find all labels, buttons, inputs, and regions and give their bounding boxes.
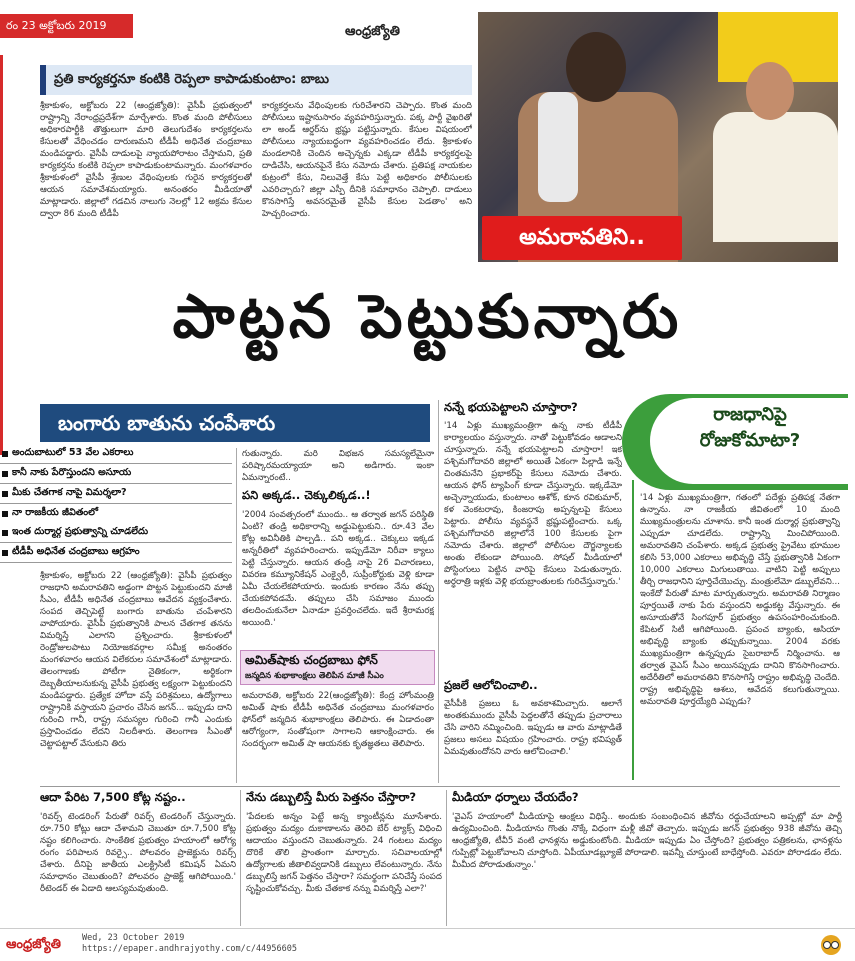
article-col-b <box>242 448 434 648</box>
col-c2-body: వైసీపీకి ప్రజలు ఓ అవకాశమిచ్చారు. ఆలాగే అంతకుముందు వైసీపీ పెద్దలతోనే తప్పుడు ప్రచారాలు చేసి వారిని నమ్మించింది. ఇప్పుడు ఆ వారు మాట్లాడితే ప్రజలు అసలు విషయం గ్రహించారు. రాష్ట్ర భవిష్యత్ ఏమవుతుందోనని వారు ఆలోచించాలి.' <box>444 699 622 757</box>
photo-arm-sling <box>538 92 578 202</box>
top-story-col1: శ్రీకాకుళం, అక్టోబరు 22 (ఆంధ్రజ్యోతి): వైసీపీ ప్రభుత్వంలో రాష్ట్రాన్ని నేరాంధ్రప్రదేశ్‌గా మార్చేశారు. కొంత మంది పోలీసులు అధికారపార్టీకి తొత్తులుగా మారి తెలుగుదేశం కార్యకర్తలను కేసులతో వేధించడం దారుణమని టీడీపీ అధినేత చంద్రబాబు మండిపడ్డారు. వైసీపీ దాడులపై న్యాయపోరాటం చేస్తామని, ప్రతి కార్యకర్తను కంటికి రెప్పలా కాపాడుకుంటామన్నారు. మంగళవారం శ్రీకాకుళంలో వైసీపీ శ్రేణుల వేధింపులకు గురైన కార్యకర్తలతో ఆయన సమావేశమయ్యారు. అనంతరం మీడియాతో మాట్లాడారు. జిల్లాలో గడచిన నాలుగు నెలల్లో 12 అక్రమ కేసుల ద్వారా 86 మంది టీడీపీ <box>40 101 252 219</box>
issue-date: రం 23 అక్టోబరు 2019 <box>0 14 133 38</box>
footer-url[interactable]: https://epaper.andhrajyothy.com/c/44956605 <box>82 944 297 954</box>
column-divider <box>236 448 237 783</box>
top-story-subheadline: ప్రతి కార్యకర్తనూ కంటికి రెప్పలా కాపాడుకుంటాం: బాబు <box>40 65 472 95</box>
photo-person-head <box>566 32 626 102</box>
bottom-rule <box>40 786 840 787</box>
bottom-col-2-heading: నేను డబ్బులిస్తే మీరు పెత్తనం చేస్తారా? <box>246 790 417 804</box>
pink-box <box>240 650 435 685</box>
photo-caption-badge: అమరావతిని.. <box>482 216 682 260</box>
owl-icon[interactable] <box>821 935 841 955</box>
bullet-item <box>0 504 232 523</box>
bullet-item: అందుబాటులో 53 వేల ఎకరాలు <box>0 444 232 464</box>
bottom-col-1-heading: ఆదా పేరిట 7,500 కోట్ల నష్టం.. <box>40 790 186 804</box>
col-b-body: '2004 సంవత్సరంలో ముందు.. ఆ తర్వాత జగన్ పరిస్థితి ఏంటి? తండ్రి అధికారాన్ని అడ్డుపెట్టుకుని.. రూ.43 వేల కోట్ల అవినీతికి పాల్పడి.. పని అక్కడ.. చెక్కులు ఇక్కడ అన్నరీతిలో వ్యవహరించారు. ఇప్పుడేమో నిరీవా క్యాలు పెట్టి చేస్తున్నారు. ఆయన తండ్రి నాపై 26 విచారణలు, వివరణ కమ్యూనికేషన్ ఎంక్వైరీ, సుప్రీంకోర్టుకు వెళ్లి కూడా ఏమీ చేయలేకపోయారు. ఇందుకు కారణం నేను తప్పు చేయకపోవడమే. తప్పులు చేసి సమాజం ముందు తలదించుకునేలా ఏనాడూ ప్రవర్తించలేదు. ఇదే శ్రీరామరక్ష అయింది.' <box>242 510 434 628</box>
col-c-body: '14 ఏళ్లు ముఖ్యమంత్రిగా ఉన్న నాకు టీడీపీ కార్యాలయం వస్తున్నారు. నాతో పెట్టుకోవడం ఆడాలని చూస్తున్నారు. నన్నే భయపెట్టాలని చూస్తారా! ఇక పశ్చిమగోదావరి జిల్లాలో అయితే ఏకంగా పిల్లాడి ఇన్నే చింతమనేని ప్రభాకర్‌పై కేసులు నమోదు చేశారు. ఆయన ఫోన్ ట్యాపింగ్‌‌ కూడా చేస్తున్నారు. ఇక్కడేమో అచ్చెన్నాయుడు, కుంటాలం ఆశోక్, కూన రవికుమార్, కళ వెంకటరావు, కింజరాపు అప్పన్నలపై కేసులు పెట్టారు. పోలీసు వ్యవస్థనే భ్రష్టుపట్టించారు. ఒక్క పశ్చిమగోదావరి జిల్లాలోనే 100 కేసులకు పైగా నమోదు చేశారు. జిల్లాలో పోలీసుల దౌర్జన్యాలకు అంతు లేకుండా పోయింది. సోషల్ మీడియాలో పోస్టింగులు పెట్టిన వారిపై కేసులు పెడుతున్నారు. అర్ధరాత్రి ఇళ్లకు వెళ్లి భయబ్రాంతులకు గురిచేస్తున్నారు.' <box>444 421 622 587</box>
col-c2-heading: ప్రజలే ఆలోచించాలి.. <box>444 678 538 692</box>
bottom-col-3-body: 'వైఎస్ హయాంలో మీడియాపై ఆంక్షలు విధిస్తే.. అందుకు సంబంధించిన జీవోను రద్దుచేయాలని అప్పట్లో మా పార్టీ ఉద్యమించింది. మీడియాను గొంతు నొక్కే విధంగా మళ్లీ జీవో తెచ్చారు. ఇప్పుడు జగన్ ప్రభుత్వం 938 జీవోను తెచ్చి ఆంధ్రజ్యోతి, టీవీ5 వంటి ఛానళ్లను అడ్డుకుంటోంది. మీడియా ఇప్పుడు ఏం చేస్తోంది? ప్రభుత్వం పత్రికలను, ఛానళ్లను గుప్పిట్లో పెట్టుకోవాలని చూస్తోంది. ఏపీయూడబ్ల్యూజే పోరాడాలి. ఇవన్నీ చూస్తుంటే బాధేస్తోంది. ఎవరూ పోరాడడం లేదు. మీమీద పోరాడుతున్నాం.' <box>452 812 842 870</box>
top-story-col2: కార్యకర్తలను వేధింపులకు గురిచేశారని చెప్పారు. కొంత మంది పోలీసులు ఇష్టానుసారం వ్యవహరిస్తున్నారు. పక్క పార్టీ వైఖరితో లా అండ్ ఆర్డర్‌ను భ్రష్టు పట్టిస్తున్నారు. కేసుల విషయంలో పోలీసులు న్యాయబద్ధంగా వ్యవహరించడం లేదు. శ్రీకాకుళం మండలానికి చెందిన అచ్చెన్నకు ఎక్కడా టీడీపీ కార్యకర్తలపై దాడిచేసి, ఆయనపైనే కేసు నమోదు చేశారు. ప్రతిపక్ష నాయకుల కుట్రంలో కేసు, నిలువెత్తే కేసు పెట్టి అధికారం పోలీసులకు ఎవరిచ్చారు? జిల్లా ఎస్పీ దీనికి సమాధానం చెప్పాలి. దాడులు కొనసాగిస్తే అవసరమైతే వైసీపీ కేసుల పెడతాం' అని హెచ్చరించారు. <box>262 101 472 219</box>
blue-subheadline: బంగారు బాతును చంపేశారు <box>40 404 430 442</box>
bottom-col-1 <box>40 790 236 926</box>
pink-box-subtitle: జన్మదిన శుభాకాంక్షలు తెలిపిన మాజీ సీఎం <box>245 671 384 681</box>
masthead: ఆంధ్రజ్యోతి <box>345 24 400 39</box>
bullet-item: కానీ నాకు పేరొస్తుందని అసూయ <box>0 464 232 484</box>
photo-leader-head <box>746 62 794 120</box>
pink-box-title: అమిత్‌షాకు చంద్రబాబు ఫోన్ <box>245 653 378 667</box>
footer-meta <box>82 933 297 955</box>
col-b-intro: గుతున్నారు. మరి విభజన సమస్యలేమైనా పరిష్కారమయ్యాయా అని అడిగారు. ఇంకా ఏమన్నారంటే.. <box>242 449 434 483</box>
article-col-c <box>444 400 622 783</box>
footer-date: Wed, 23 October 2019 <box>82 933 185 943</box>
bottom-col-2-body: 'పేదలకు అన్నం పెట్టే అన్న క్యాంటీన్లను మూసేశారు. ప్రభుత్వం మద్యం దుకాణాలను తెరిచి బేర్ ట్యాక్స్ విధించి ఆదాయం వస్తుందని చెబుతున్నారు. 24 గంటలు మద్యం దొరికే తొలి ప్రాంతంగా మార్చారు. సచివాలయాల్లో ఉద్యోగాలకు జీతాలివ్వడానికి డబ్బులు లేవంటున్నారు. నేను డబ్బులిస్తే జగన్ పెత్తనం చేస్తారా? సమర్థంగా పనిచేస్తే సంపద సృష్టించుకోవచ్చు. మీకు చేతకాక నన్ను విమర్శిస్తే ఎలా?' <box>246 812 442 894</box>
green-rule <box>632 480 634 780</box>
left-accent-bar <box>0 55 3 455</box>
photo-leader-shirt <box>713 112 838 242</box>
column-divider <box>446 790 447 926</box>
bottom-col-3 <box>452 790 842 926</box>
article-col-d: '14 ఏళ్లు ముఖ్యమంత్రిగా, గతంలో పదేళ్లు ప్రతిపక్ష నేతగా ఉన్నాను. నా రాజకీయ జీవితంలో 10 మంది ముఖ్యమంత్రులను చూశాను. కానీ ఇంత దుర్మార్గ ప్రభుత్వాన్ని ఎప్పుడూ చూడలేదు. రాష్ట్రాన్ని మించిపోయింది. అమరావతిని చంపేశారు. అక్కడ ప్రభుత్వ ప్రైవేటు భూముల కలిసి 53,000 ఎకరాలు అభివృద్ధి చేస్తే ప్రభుత్వానికి ఏకంగా 10,000 ఎకరాలు మిగులుతాయి. వాటిని పెట్టి అప్పులు తీర్చి రాజధానిని పూర్తిచేయొచ్చు. మంత్రులేమో డబ్బులేవని... ఇంకేదో పేరుతో మాట మార్చుతున్నారు. అమరావతి నిర్మాణం పూర్తయితే నాకు పేరు వస్తుందని అడ్డుకట్ట వేస్తున్నారు. ఈ అసూయతోనే సింగపూర్ ప్రభుత్వం ఉపసంహరించుకుంది. కేపిటల్ సిటీ ఆగిపోయింది. ప్రపంచ బ్యాంకు, ఆసియా అభివృద్ధి బ్యాంకు తప్పుకున్నాయి. 2004 వరకు ముఖ్యమంత్రిగా ఉన్నప్పుడు సైబరాబాద్ నిర్మించాను. ఆ తర్వాత వైఎస్ సీఎం అయినప్పుడు దానిని కొనసాగించారు. అదేరీతిలో అమరావతిని కొనసాగిస్తే రాష్ట్రం అభివృద్ధి చెందేది. రాష్ట్ర అభివృద్ధిపై ఆశలు, ఆవేదన కలుగుతున్నాయి. అమరావతి పూర్తయ్యేది ఎప్పుడు? <box>640 493 840 707</box>
footer-logo: ఆంధ్రజ్యోతి <box>6 937 61 952</box>
bullet-item: మీకు చేతగాక నాపై విమర్శలా? <box>0 484 232 504</box>
col-b-heading: పని అక్కడ.. చెక్కులిక్కడ..! <box>242 488 371 502</box>
bullet-list <box>0 444 232 563</box>
col-c-heading: నన్నే భయపెట్టాలని చూస్తారా? <box>444 400 578 414</box>
bottom-col-3-heading: మీడియా ధర్నాలు చేయదేం? <box>452 790 579 804</box>
bottom-col-1-body: 'రివర్స్ టెండరింగ్ పేరుతో రివర్స్ టెండరింగ్ చేస్తున్నారు. రూ.750 కోట్లు ఆదా చేశామని చెబుతూ రూ.7,500 కోట్ల నష్టం కలిగించారు. సాంకేతిక ప్రభుత్వం హయాంలో ఆరోగ్య రంగం పరిపాలన రివర్సై.. పోలవరం ప్రాజెక్టును రివర్స్ చేశారు. దీనిపై జాతీయ ఎలక్ట్రిసిటీ కమిషన్ ఏమని సమాధానం చెబుతుంది? పోలవరం ప్రాజెక్ట్ ఆగిపోయింది.' రీటెండర్ ఈ ఏడాది ఆలస్యమవుతుంది. <box>40 812 236 894</box>
bottom-col-2 <box>246 790 442 926</box>
column-divider <box>438 400 439 783</box>
footer <box>0 928 855 961</box>
main-headline: పాట్టన పెట్టుకున్నారు <box>172 282 683 352</box>
bullet-item: టీడీపీ అధినేత చంద్రబాబు ఆగ్రహం <box>0 543 232 563</box>
bullet-line: నా రాజకీయ జీవితంలో <box>12 507 99 518</box>
bullet-item-continuation: ఇంత దుర్మార్గ ప్రభుత్వాన్ని చూడలేదు <box>0 523 232 543</box>
column-divider <box>240 790 241 926</box>
article-col-a: శ్రీకాకుళం, అక్టోబరు 22 (ఆంధ్రజ్యోతి): వైసీపీ ప్రభుత్వం రాజధాని అమరావతిని అడ్డంగా పొట్టన పెట్టుకుందని మాజీ సీఎం, టీడీపీ అధినేత చంద్రబాబు ఆవేదన వ్యక్తంచేశారు. సంపద తెచ్చిపెట్టే బంగారు బాతును చంపేశారని వాపోయారు. వైసీపీ ప్రభుత్వానికి పాలన చేతగాక తనను విమర్శిస్తే ఎలాగని ప్రశ్నించారు. శ్రీకాకుళంలో రెండ్రోజులపాటు నియోజకవర్గాల సమీక్ష అనంతరం మంగళవారం ఆయన విలేకరుల సమావేశంలో మాట్లాడారు. తెలంగాణకు పోటీగా నైతికంగా, అర్థికంగా దెబ్బతీయాలనుకున్న వైసీపీ ప్రభుత్వ లక్ష్యంగా పెట్టుకుందని మండిపడ్డారు. ప్రత్యేక హోదా వస్తే పరిశ్రమలు, ఉద్యోగాలు రాష్ట్రానికి వస్తాయని ప్రచారం చేసిన జగన్‌... ఇప్పుడు దాని గురించి గానీ, రాష్ట్ర సమస్యల గురించి గానీ ఎందుకు ప్రస్తావించడం లేదని నిలదీశారు. తెలంగాణ సీఎంతో చెట్టాపట్టాల్ వేసుకుని తిరు <box>40 571 232 749</box>
green-heading: రాజధానిపై రోజుకోమాటా? <box>699 404 801 451</box>
pink-box-body: అమరావతి, అక్టోబరు 22(ఆంధ్రజ్యోతి): కేంద్ర హోంమంత్రి అమిత్ షాకు టీడీపీ అధినేత చంద్రబాబు మంగళవారం ఫోన్‌లో జన్మదిన శుభాకాంక్షలు తెలిపారు. ఈ ఏడాదంతా ఆరోగ్యంగా, సంతోషంగా సాగాలని ఆకాంక్షించారు. ఈ సందర్భంగా అమిత్ షా ఆయనకు కృతజ్ఞతలు తెలిపారు. <box>242 691 434 749</box>
